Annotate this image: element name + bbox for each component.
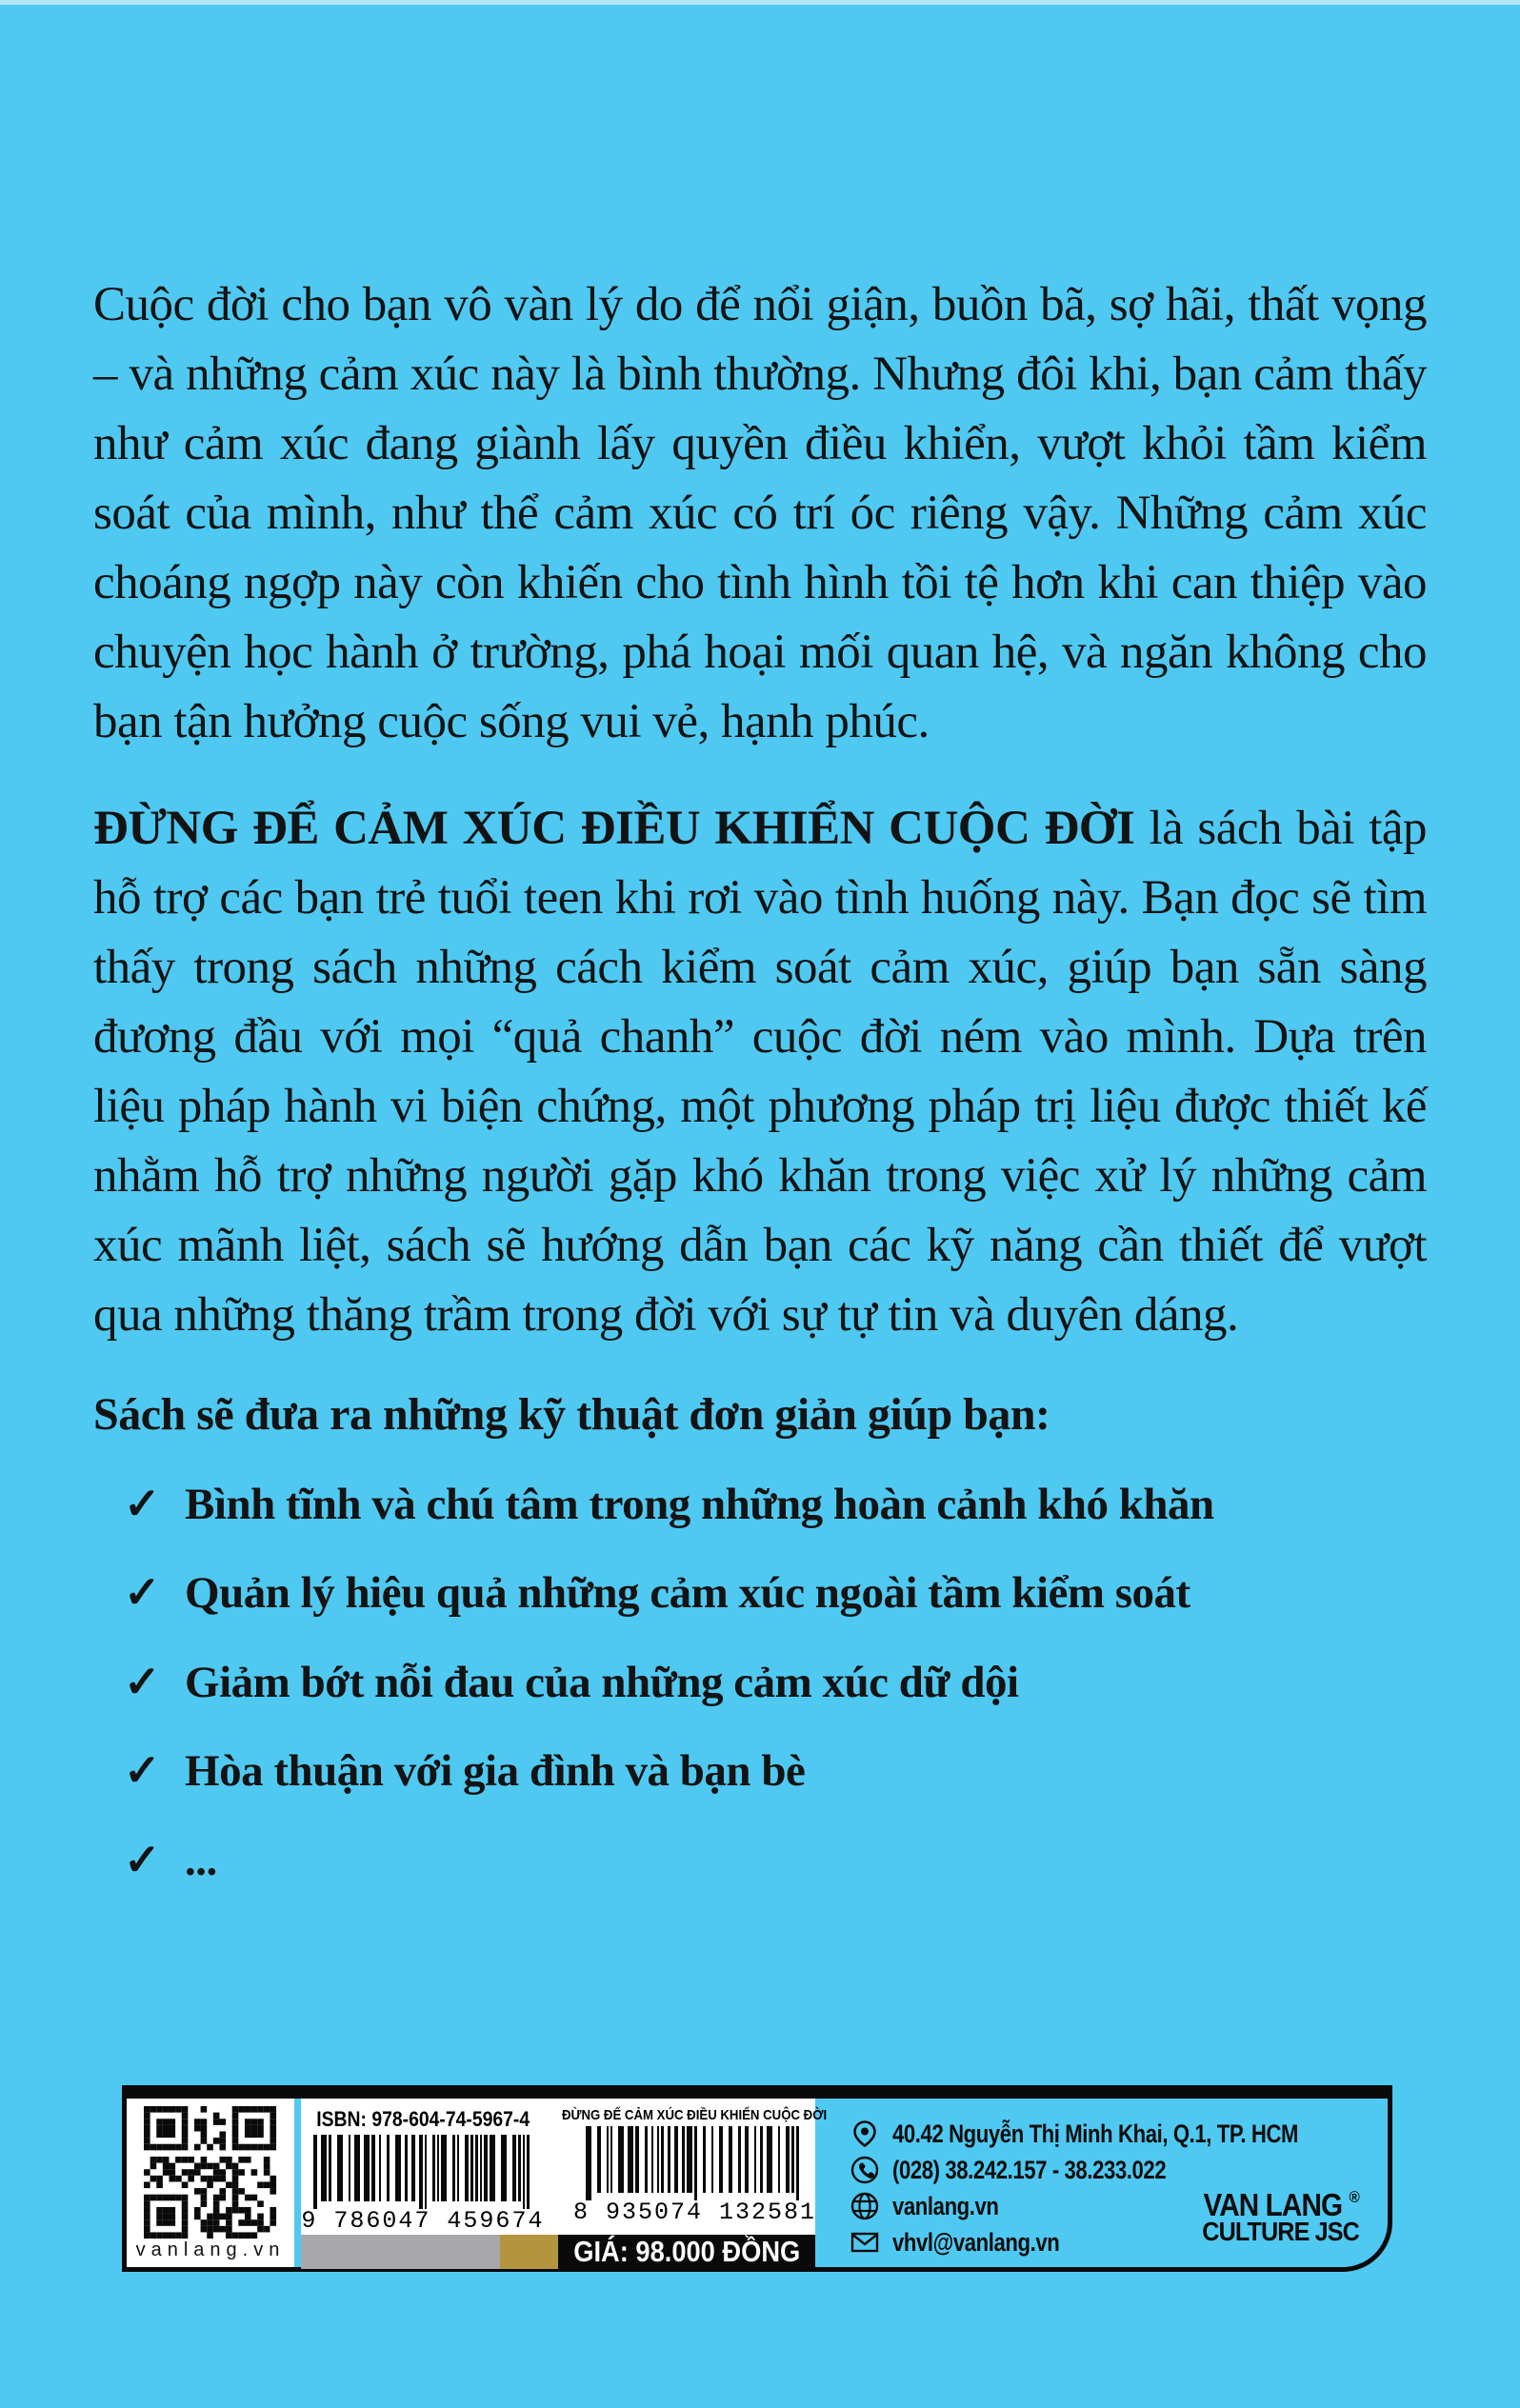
isbn-digits: 9 786047 459674 — [301, 2207, 545, 2235]
book-title-lead: ĐỪNG ĐỂ CẢM XÚC ĐIỀU KHIỂN CUỘC ĐỜI — [93, 802, 1135, 856]
checklist-item-label: Hòa thuận với gia đình và bạn bè — [185, 1746, 806, 1797]
check-icon: ✓ — [124, 1746, 161, 1796]
techniques-checklist — [93, 1479, 1427, 1887]
barcode-panel — [301, 2099, 828, 2268]
globe-icon — [850, 2191, 880, 2221]
blurb-paragraph-2 — [93, 794, 1427, 1349]
checklist-item — [124, 1745, 1427, 1798]
top-edge-highlight — [0, 0, 1520, 5]
publisher-logo-line2: CULTURE JSC — [1202, 2217, 1359, 2247]
isbn-barcode — [310, 2135, 536, 2209]
check-icon: ✓ — [124, 1568, 161, 1618]
publisher-info-bar — [122, 2085, 1392, 2272]
price-band — [558, 2235, 815, 2269]
email-text: vhvl@vanlang.vn — [892, 2227, 1060, 2257]
gray-band — [301, 2235, 500, 2269]
check-icon: ✓ — [124, 1835, 161, 1884]
checklist-item — [124, 1567, 1427, 1620]
panel-divider — [294, 2099, 301, 2267]
address-text: 40.42 Nguyễn Thị Minh Khai, Q.1, TP. HCM — [892, 2119, 1299, 2148]
qr-code — [140, 2106, 281, 2239]
isbn-label: ISBN: 978-604-74-5967-4 — [315, 2107, 530, 2131]
isbn-barcode-block — [301, 2107, 544, 2235]
envelope-icon — [850, 2227, 880, 2258]
contact-line-address — [850, 2118, 1388, 2150]
checklist-item-label: Quản lý hiệu quả những cảm xúc ngoài tầm kiểm soát — [185, 1568, 1190, 1619]
ean-barcode — [582, 2126, 809, 2200]
price-label: GIÁ: 98.000 ĐỒNG — [573, 2235, 801, 2268]
checklist-item-label: Giảm bớt nỗi đau của những cảm xúc dữ dội — [185, 1657, 1019, 1707]
location-pin-icon — [850, 2119, 880, 2149]
ean-title-label: ĐỪNG ĐỂ CẢM XÚC ĐIỀU KHIỂN CUỘC ĐỜI — [562, 2107, 828, 2123]
website-text: vanlang.vn — [892, 2191, 999, 2220]
ean-barcode-block — [544, 2107, 845, 2235]
registered-trademark-icon: ® — [1349, 2187, 1359, 2206]
ean-digits: 8 935074 132581 — [572, 2199, 817, 2226]
phone-text: (028) 38.242.157 - 38.233.022 — [892, 2155, 1167, 2184]
checklist-item-label: ... — [185, 1835, 217, 1885]
phone-icon — [850, 2155, 880, 2185]
checklist-item-label: Bình tĩnh và chú tâm trong những hoàn cảnh khó khăn — [185, 1479, 1214, 1529]
check-icon: ✓ — [124, 1479, 161, 1528]
blurb-paragraph-1: Cuộc đời cho bạn vô vàn lý do để nổi giận, buồn bã, sợ hãi, thất vọng – và những cảm xúc này là bình thường. Nhưng đôi khi, bạn cảm thấy như cảm xúc đang giành lấy quyền điều khiển, vượt khỏi tầm kiểm soát của mình, như thể cảm xúc có trí óc riêng vậy. Những cảm xúc choáng ngợp này còn khiến cho tình hình tồi tệ hơn khi can thiệp vào chuyện học hành ở trường, phá hoại mối quan hệ, và ngăn không cho bạn tận hưởng cuộc sống vui vẻ, hạnh phúc. — [93, 278, 1427, 748]
checklist-item — [124, 1657, 1427, 1709]
techniques-heading: Sách sẽ đưa ra những kỹ thuật đơn giản giúp bạn: — [93, 1388, 1050, 1440]
blurb-paragraph-2-text: là sách bài tập hỗ trợ các bạn trẻ tuổi teen khi rơi vào tình huống này. Bạn đọc sẽ tìm thấy trong sách những cách kiểm soát cảm xúc, giúp bạn sẵn sàng đương đầu với mọi “quả chanh” cuộc đời ném vào mình. Dựa trên liệu pháp hành vi biện chứng, một phương pháp trị liệu được thiết kế nhằm hỗ trợ những người gặp khó khăn trong việc xử lý những cảm xúc mãnh liệt, sách sẽ hướng dẫn bạn các kỹ năng cần thiết để vượt qua những thăng trầm trong đời với sự tự tin và duyên dáng. — [93, 802, 1427, 1342]
contact-panel — [815, 2099, 1388, 2267]
publisher-logo — [1202, 2186, 1359, 2247]
publisher-logo-line1: VAN LANG — [1203, 2186, 1343, 2222]
checklist-item — [124, 1835, 1427, 1887]
check-icon: ✓ — [124, 1657, 161, 1706]
barcode-row — [301, 2099, 828, 2235]
contact-line-phone — [850, 2154, 1388, 2186]
price-row — [301, 2235, 815, 2269]
checklist-item — [124, 1479, 1427, 1531]
qr-panel — [127, 2099, 294, 2267]
qr-caption: vanlang.vn — [135, 2239, 286, 2260]
back-cover-blurb — [93, 270, 1427, 1923]
gold-band — [500, 2235, 558, 2269]
